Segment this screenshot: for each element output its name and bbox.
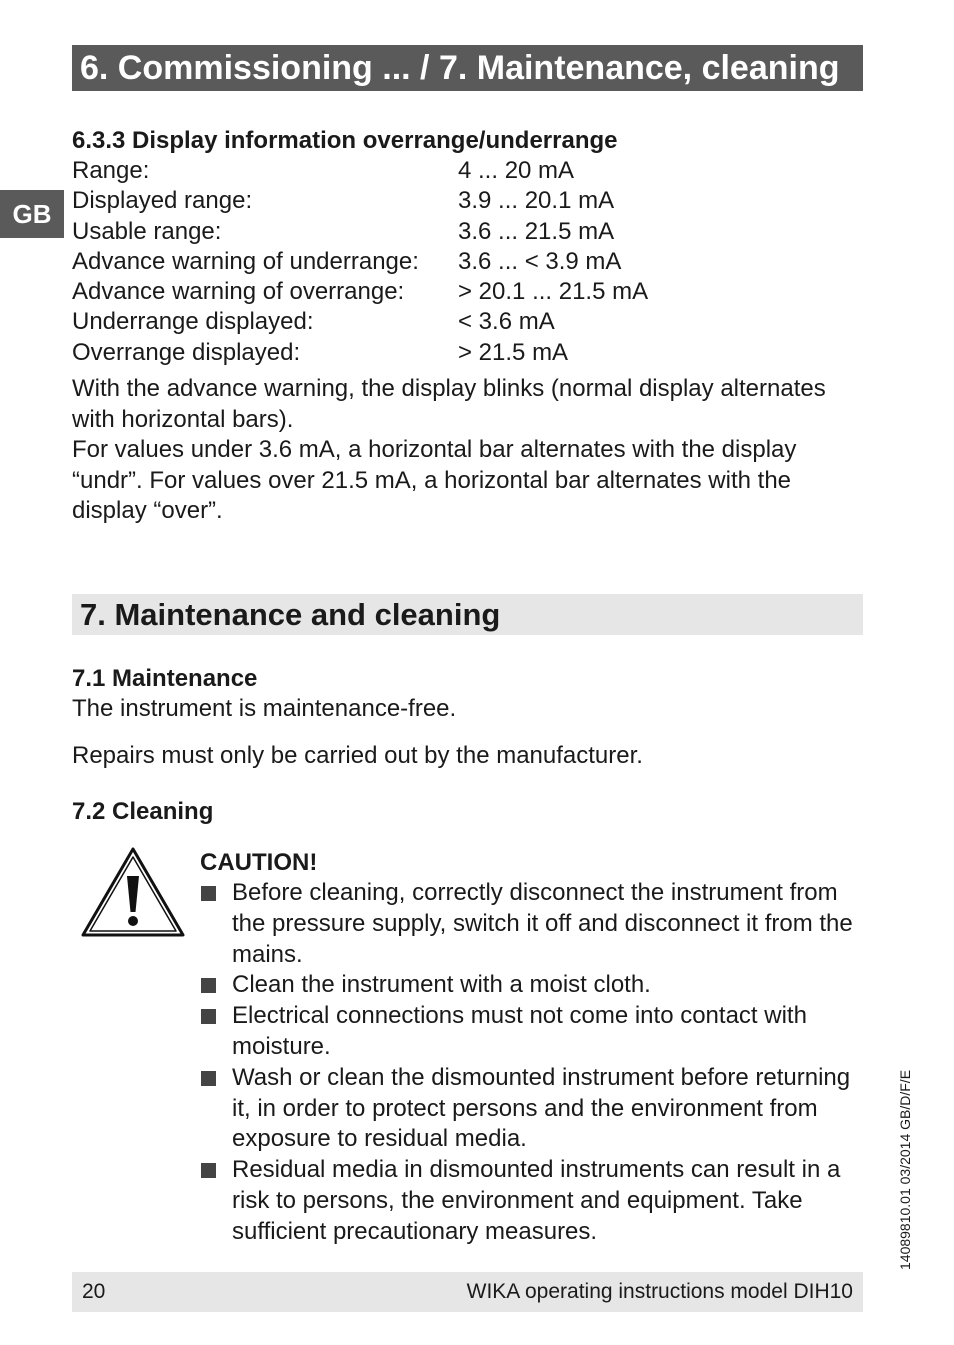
spec-label: Displayed range: (72, 187, 253, 215)
spec-label: Underrange displayed: (72, 308, 314, 336)
spec-row (72, 217, 772, 247)
bullet-text: Before cleaning, correctly disconnect the instrument from the pressure supply, switch it off and disconnect it from the mains. (232, 879, 853, 968)
section-heading-7-2: 7.2 Cleaning (72, 798, 214, 825)
spec-row (72, 307, 772, 337)
spec-label: Overrange displayed: (72, 338, 301, 366)
section-heading-7-1: 7.1 Maintenance (72, 665, 258, 692)
bullet-square-icon (201, 978, 216, 993)
bullet-text: Residual media in dismounted instruments can result in a risk to persons, the environment and equipment. Take sufficient precautionary measures. (232, 1156, 841, 1245)
section-heading-6-3-3: 6.3.3 Display information overrange/underrange (72, 127, 618, 154)
page-number: 20 (82, 1280, 106, 1303)
spec-label: Advance warning of underrange: (72, 247, 419, 275)
spec-label: Usable range: (72, 217, 222, 245)
spec-row (72, 338, 772, 368)
language-tab: GB (0, 190, 64, 238)
chapter-header: 6. Commissioning ... / 7. Maintenance, cleaning (72, 45, 863, 91)
undr-over-paragraph: For values under 3.6 mA, a horizontal bar alternates with the display “undr”. For values over 21.5 mA, a horizontal bar alternates with the display “over”. (72, 436, 797, 525)
spec-row (72, 277, 772, 307)
bullet-text: Wash or clean the dismounted instrument before returning it, in order to protect persons and the environment from exposure to residual media. (232, 1063, 851, 1153)
bullet-text: Electrical connections must not come into contact with moisture. (232, 1002, 807, 1060)
spec-value: > 21.5 mA (458, 338, 569, 366)
bullet-square-icon (201, 1163, 216, 1178)
spec-label: Range: (72, 157, 150, 184)
list-item (200, 1001, 860, 1063)
spec-value: 3.6 ... 21.5 mA (458, 217, 615, 245)
bullet-square-icon (201, 886, 216, 901)
bullet-square-icon (201, 1009, 216, 1024)
advance-warning-paragraph: With the advance warning, the display blinks (normal display alternates with horizontal bars). (72, 375, 826, 433)
spec-value: < 3.6 mA (458, 308, 555, 336)
list-item (200, 970, 860, 1001)
spec-row (72, 156, 772, 186)
list-item (200, 878, 860, 970)
spec-value: 3.6 ... < 3.9 mA (458, 247, 622, 275)
list-item (200, 1155, 860, 1247)
spec-table (72, 156, 772, 368)
repairs-text: Repairs must only be carried out by the manufacturer. (72, 742, 643, 769)
spec-value: 4 ... 20 mA (458, 157, 575, 184)
spec-value: 3.9 ... 20.1 mA (458, 187, 615, 215)
spec-value: > 20.1 ... 21.5 mA (458, 278, 649, 306)
spec-row (72, 186, 772, 216)
bullet-square-icon (201, 1071, 216, 1086)
section-title-7: 7. Maintenance and cleaning (72, 594, 863, 635)
caution-label: CAUTION! (200, 849, 318, 876)
cleaning-bullet-list (200, 878, 860, 1248)
list-item (200, 1063, 860, 1155)
bullet-text: Clean the instrument with a moist cloth. (232, 971, 651, 999)
document-code: 14089810.01 03/2014 GB/D/F/E (897, 1069, 913, 1270)
warning-triangle-icon (80, 846, 186, 938)
maintenance-free-text: The instrument is maintenance-free. (72, 695, 457, 722)
spec-row (72, 247, 772, 277)
footer-title: WIKA operating instructions model DIH10 (466, 1280, 853, 1303)
page-footer (72, 1272, 863, 1312)
spec-label: Advance warning of overrange: (72, 278, 405, 306)
